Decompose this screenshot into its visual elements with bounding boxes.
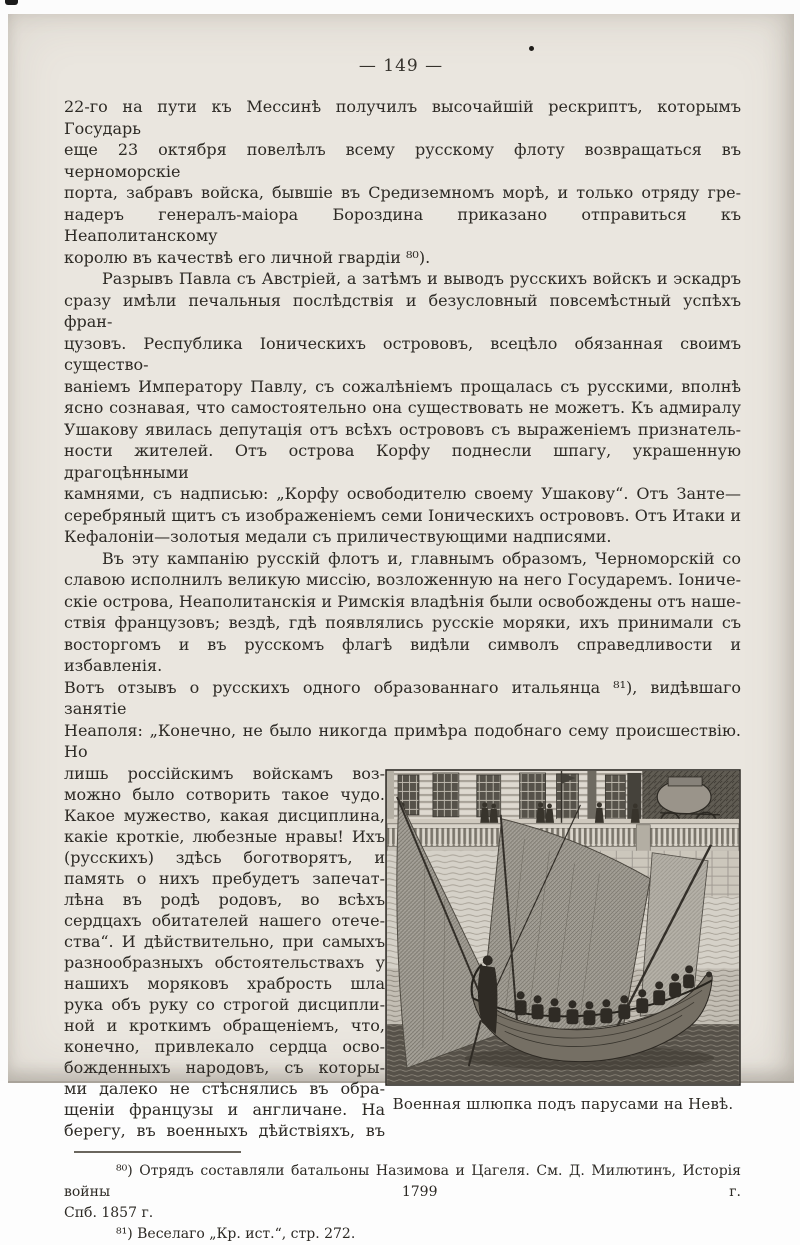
text-line: восторгомъ и въ русскомъ флагѣ видѣли символъ справедливости и избавленія. — [64, 634, 741, 675]
text-line: надеръ генералъ-маіора Бороздина приказано отправиться къ Неаполитанскому — [64, 204, 741, 245]
text-line: (русскихъ) здѣсь боготворятъ, и — [64, 847, 385, 867]
text-line: щеніи французы и англичане. На — [64, 1099, 385, 1119]
text-line: берегу, въ военныхъ дѣйствіяхъ, въ — [64, 1120, 385, 1140]
text-line: еще 23 октября повелѣлъ всему русскому флоту возвращаться въ черноморскіе — [64, 140, 741, 181]
text-line: порта, забравъ войска, бывшіе въ Средиземномъ морѣ, и только отряду гре- — [64, 183, 741, 202]
text-line: скіе острова, Неаполитанскія и Римскія владѣнія были освобождены отъ наше- — [64, 591, 741, 611]
footnote-81 — [64, 1224, 741, 1245]
text-line: божденныхъ народовъ, съ которы- — [64, 1057, 385, 1077]
two-column-section — [64, 763, 741, 1141]
text-line: рука объ руку со строгой дисципли- — [64, 994, 385, 1014]
text-line: Вотъ отзывъ о русскихъ одного образованнаго итальянца ⁸¹), видѣвшаго занятіе — [64, 677, 741, 718]
text-line: ства“. И дѣйствительно, при самыхъ — [64, 931, 385, 951]
text-line: цузовъ. Республика Іоническихъ острововъ, всецѣло обязанная своимъ существо- — [64, 333, 741, 374]
text-line: ности жителей. Отъ острова Корфу поднесли шпагу, украшенную драгоцѣнными — [64, 441, 741, 482]
text-block — [64, 96, 741, 1245]
text-line: лишь россійскимъ войскамъ воз- — [64, 763, 385, 783]
text-line: ной и кроткимъ обращеніемъ, что, — [64, 1015, 385, 1035]
text-line: ствія французовъ; вездѣ, гдѣ появлялись русскіе моряки, ихъ принимали съ — [64, 613, 741, 632]
page-number: — 149 — — [358, 56, 444, 76]
text-line: можно было сотворить такое чудо. — [64, 784, 385, 804]
text-line: ⁸¹) Веселаго „Кр. ист.“, стр. 272. — [116, 1225, 356, 1242]
text-line: Кефалоніи—золотыя медали съ приличествующими надписями. — [64, 527, 612, 546]
paragraph-3 — [64, 548, 741, 763]
text-line: Спб. 1857 г. — [64, 1204, 154, 1221]
text-line: разнообразныхъ обстоятельствахъ у — [64, 952, 385, 972]
text-line: ми далеко не стѣснялись въ обра- — [64, 1078, 385, 1098]
text-line: Ушакову явилась депутація отъ всѣхъ острововъ съ выраженіемъ признатель- — [64, 419, 741, 439]
text-line: сердцахъ обитателей нашего отече- — [64, 910, 385, 930]
illustration-figure — [385, 769, 741, 1141]
paragraph-1 — [64, 96, 741, 268]
left-text-column — [64, 763, 385, 1141]
footnotes — [64, 1161, 741, 1245]
text-line: лѣна въ родѣ родовъ, во всѣхъ — [64, 889, 385, 909]
text-line: сразу имѣли печальныя послѣдствія и безусловный повсемѣстный успѣхъ фран- — [64, 290, 741, 331]
figure-caption: Военная шлюпка подъ парусами на Невѣ. — [392, 1094, 734, 1113]
text-line: Въ эту кампанію русскій флотъ и, главнымъ образомъ, Черноморскій со — [102, 548, 741, 568]
text-line: нашихъ моряковъ храбрость шла — [64, 973, 385, 993]
footnote-80 — [64, 1161, 741, 1224]
ink-dot-artifact — [529, 46, 534, 51]
text-line: 22-го на пути къ Мессинѣ получилъ высочайшій рескриптъ, которымъ Государь — [64, 97, 741, 138]
text-line: камнями, съ надписью: „Корфу освободителю своему Ушакову“. Отъ Занте— — [64, 484, 741, 503]
text-line: Какое мужество, какая дисциплина, — [64, 805, 385, 825]
text-line: ваніемъ Императору Павлу, съ сожалѣніемъ прощалась съ русскими, вполнѣ — [64, 376, 741, 396]
footnote-separator — [74, 1151, 241, 1153]
text-line: серебряный щитъ съ изображеніемъ семи Іоническихъ острововъ. Отъ Итаки и — [64, 505, 741, 525]
text-line: ясно сознавая, что самостоятельно она существовать не можетъ. Къ адмиралу — [64, 398, 741, 417]
text-line: Неаполя: „Конечно, не было никогда примѣра подобнаго сему происшествію. Но — [64, 720, 741, 761]
text-line: славою исполнилъ великую миссію, возложенную на него Государемъ. Іониче- — [64, 570, 741, 589]
text-line: память о нихъ пребудетъ запечат- — [64, 868, 385, 888]
sailboat-engraving-image — [385, 769, 741, 1086]
text-line: ⁸⁰) Отрядъ составляли батальоны Назимова и Цагеля. См. Д. Милютинъ, Исторія войны 1799 г. — [64, 1162, 741, 1200]
text-line: Разрывъ Павла съ Австріей, а затѣмъ и выводъ русскихъ войскъ и эскадръ — [102, 269, 741, 288]
book-page — [8, 14, 794, 1242]
text-line: конечно, привлекало сердца осво- — [64, 1036, 385, 1056]
text-line: королю въ качествѣ его личной гвардіи ⁸⁰). — [64, 247, 431, 267]
scan-artifact-mark — [5, 0, 18, 5]
paragraph-2 — [64, 268, 741, 548]
text-line: какіе кроткіе, любезные нравы! Ихъ — [64, 826, 385, 846]
